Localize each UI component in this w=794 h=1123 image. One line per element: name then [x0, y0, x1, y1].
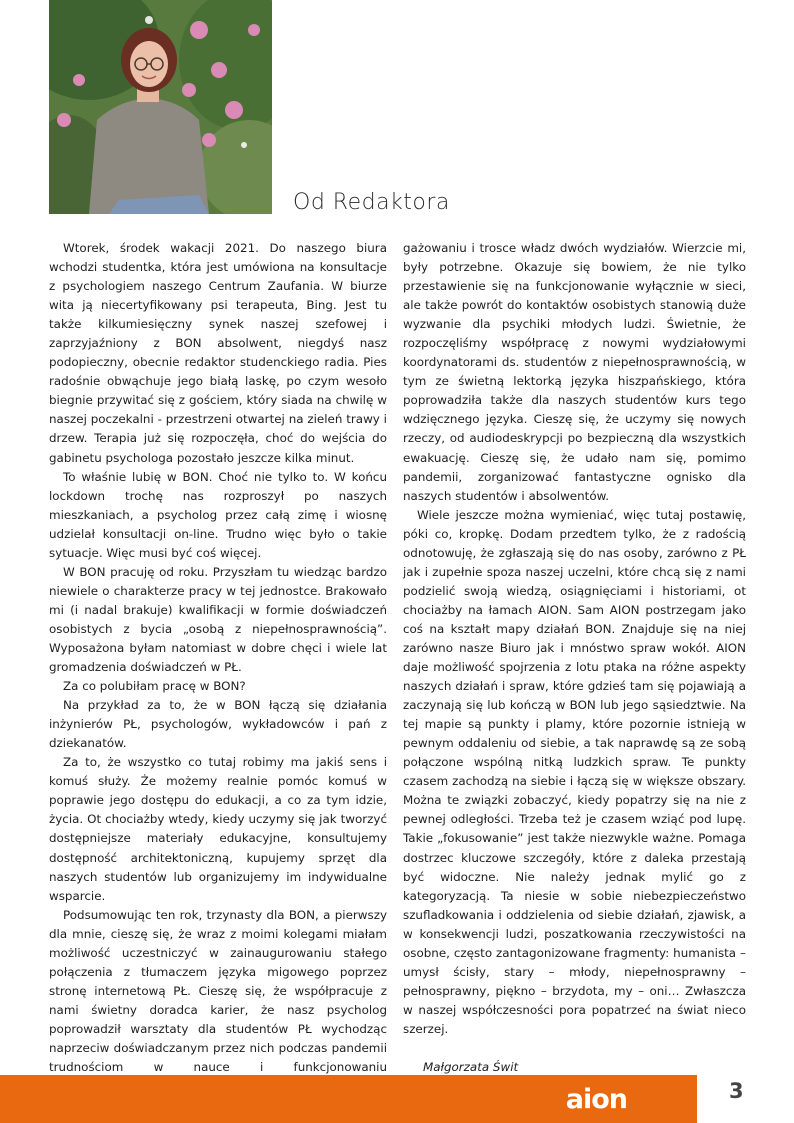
page-number: 3 — [729, 1079, 744, 1103]
paragraph: To właśnie lubię w BON. Choć nie tylko to. W końcu lockdown trochę nas rozproszył po naszych mieszkaniach, a psycholog przez całą zimę i wiosnę udzielał konsultacji on-line. Trudno więc było o takie sytuacje. Więc musi być coś więcej. — [49, 469, 387, 560]
author-photo — [49, 0, 272, 214]
paragraph: Wiele jeszcze można wymieniać, więc tutaj postawię, póki co, kropkę. Dodam przedtem tylko, że z radością odnotowuję, że zgłaszają się do nas osoby, zarówno z PŁ jak i zupełnie spoza naszej uczelni, które chcą się z nami podzielić swoją wiedzą, osiągnięciami i historiami, ot chociażby na łamach AION. Sam AION postrzegam jako coś na kształt mapy działań BON. Znajduje się na niej zarówno nasze Biuro jak i mnóstwo spraw wokół. AION daje możliwość spojrzenia z lotu ptaka na różne aspekty naszych działań i spraw, które gdzieś tam się pojawiają a zaczynają się lub kończą w BON lub jego sąsiedztwie. Na tej mapie są punkty i plamy, które pozornie istnieją w pewnym oddaleniu od siebie, a tak naprawdę są ze sobą połączone wspólną nitką ludzkich spraw. Te punkty czasem zachodzą na siebie i łączą się w większe obszary. Można te związki zobaczyć, kiedy popatrzy się na nie z pewnej odległości. Trzeba też je czasem wziąć pod lupę. Takie „fokusowanie” jest także niezwykle ważne. Pomaga dostrzec kluczowe szczegóły, które z daleka przestają być widoczne. Nie należy jednak mylić go z kategoryzacją. Ta niesie w sobie niebezpieczeństwo szufladkowania i oddzielenia od siebie działań, zjawisk, a w konsekwencji ludzi, poszatkowania rzeczywistości na osobne, często zantagonizowane fragmenty: humanista – umysł ścisły, stary – młody, niepełnosprawny – pełnosprawny, piękno – brzydota, my – oni… Zwłaszcza w naszej współczesności pora popatrzeć na świat nieco szerzej. — [403, 507, 746, 1036]
paragraph: Za co polubiłam pracę w BON? — [63, 679, 246, 694]
paragraph: W BON pracuję od roku. Przyszłam tu wiedząc bardzo niewiele o charakterze pracy w tej jednostce. Brakowało mi (i nadal brakuje) kwalifikacji w formie doświadczeń osobistych z bycia „osobą z niepełnosprawnością”. Wyposażona byłam natomiast w dobre chęci i wiele lat gromadzenia doświadczeń w PŁ. — [49, 564, 387, 675]
paragraph: Podsumowując ten rok, trzynasty dla BON, a pierwszy dla mnie, cieszę się, że wraz z moimi kolegami miałam możliwość uczestniczyć w zainaugurowaniu stałego połączenia z tłumaczem języka migowego poprzez stronę internetową PŁ. Cieszę się, że współpracuje z nami świetny doradca karier, że nasz psycholog poprowadził warsztaty dla studentów PŁ wychodząc naprzeciw doświadczanym przez nich podczas pandemii trudnościom w nauce i funkcjonowaniu — [49, 907, 387, 1075]
paragraph: Na przykład za to, że w BON łączą się działania inżynierów PŁ, psychologów, wykładowców i pań z dziekanatów. — [49, 698, 387, 751]
footer-bar — [0, 1075, 697, 1123]
paragraph: Za to, że wszystko co tutaj robimy ma jakiś sens i komuś służy. Że możemy realnie pomóc komuś w poprawie jego dostępu do edukacji, a co za tym idzie, życia. Ot chociażby wtedy, kiedy uczymy się jak tworzyć dostępniejsze materiały edukacyjne, konsultujemy dostępność architektoniczną, kupujemy sprzęt dla naszych studentów lub organizujemy im indywidualne wsparcie. — [49, 755, 387, 903]
author-portrait-photo-icon — [49, 0, 272, 214]
paragraph: Wtorek, środek wakacji 2021. Do naszego biura wchodzi studentka, która jest umówiona na konsultacje z psychologiem naszego Centrum Zaufania. W biurze wita ją niecertyfikowany psi terapeuta, Bing. Jest tu także kilkumiesięczny synek naszej szefowej i zaprzyjaźniony z BON absolwent, niegdyś nasz podopieczny, obecnie redaktor studenckiego radia. Pies radośnie obwąchuje jego białą laskę, po czym wesoło biegnie przywitać się z gościem, który siada na chwilę w naszej poczekalni - przestrzeni otwartej na zieleń trawy i drzew. Terapia już się rozpoczęła, choć do wejścia do gabinetu psychologa pozostało jeszcze kilka minut. — [49, 241, 387, 465]
article-title: Od Redaktora — [293, 190, 450, 215]
aion-logo: aion — [565, 1084, 627, 1115]
paragraph: gażowaniu i trosce władz dwóch wydziałów. Wierzcie mi, były potrzebne. Okazuje się bowiem, że nie tylko przestawienie się na funkcjonowanie wyłącznie w sieci, ale także powrót do kontaktów osobistych stanowią duże wyzwanie dla psychiki młodych ludzi. Świetnie, że rozpoczęliśmy współpracę z nowymi wydziałowymi koordynatorami ds. studentów z niepełnosprawnością, w tym ze świetną lektorką języka hiszpańskiego, która poprowadziła także dla naszych studentów kurs tego wdzięcznego języka. Cieszę się, że uczymy się nowych rzeczy, od audiodeskrypcji po bezpieczną dla wszystkich ewakuację. Cieszę się, że udało nam się, pomimo pandemii, zorganizować fantastyczne ognisko dla naszych studentów i absolwentów. — [403, 241, 746, 503]
article-column-right — [403, 239, 746, 1077]
article-column-left — [49, 239, 387, 1115]
author-signature: Małgorzata Świt — [423, 1059, 519, 1074]
